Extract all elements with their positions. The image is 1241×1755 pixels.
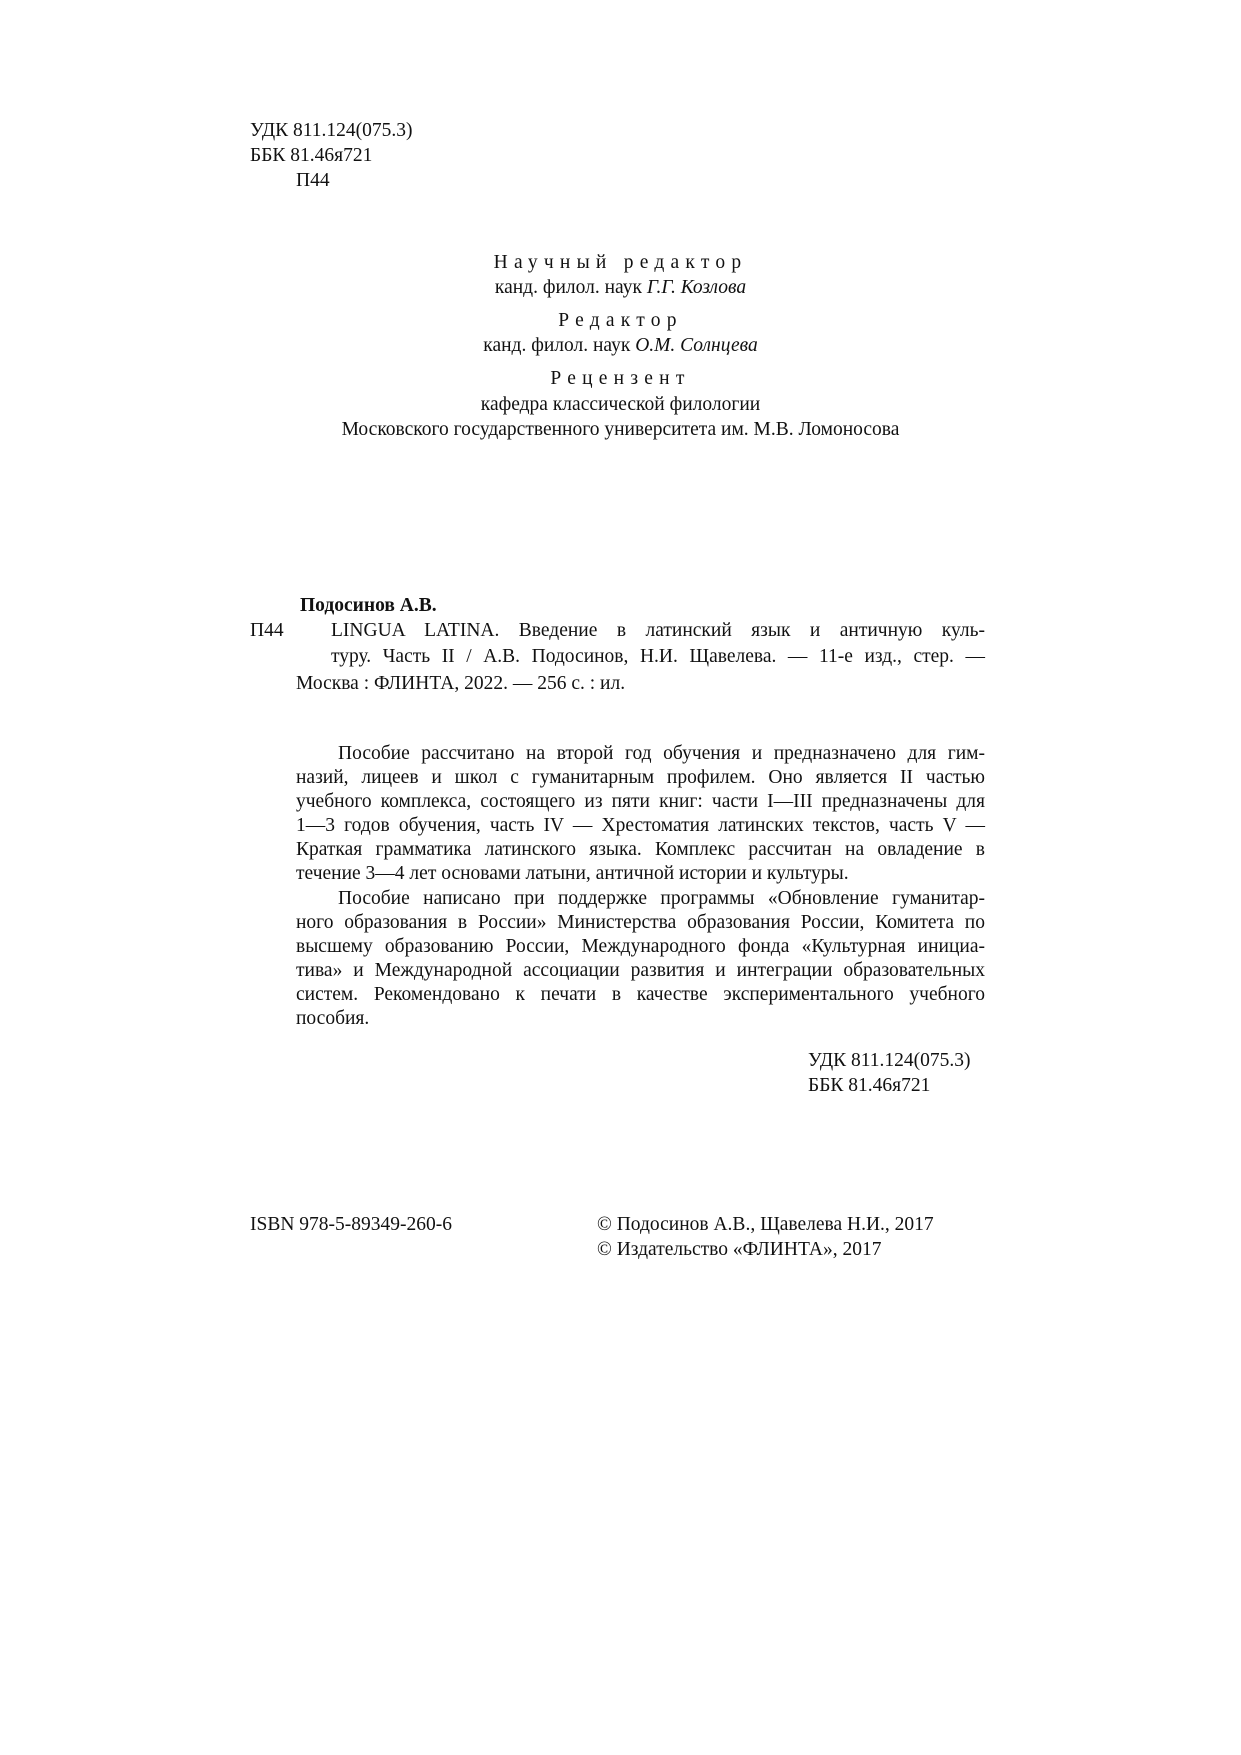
bib-line: Москва : ФЛИНТА, 2022. — 256 с. : ил. — [296, 673, 626, 694]
bib-line: туру. Часть II / А.В. Подосинов, Н.И. Щавелева. — 11-е изд., стер. — — [331, 646, 985, 667]
header-bbk: ББК 81.46я721 — [250, 145, 373, 166]
header-udk: УДК 811.124(075.3) — [250, 120, 413, 141]
desc-p1-line: течение 3—4 лет основами латыни, античной истории и культуры. — [296, 863, 849, 884]
editor-role: Редактор — [558, 310, 683, 331]
desc-p2-line: высшему образованию России, Международного фонда «Культурная инициа- — [296, 936, 985, 957]
desc-p2-line: систем. Рекомендовано к печати в качестве экспериментального учебного — [296, 984, 985, 1005]
editor-line — [0, 333, 1241, 359]
desc-p1-line: 1—3 годов обучения, часть IV — Хрестоматия латинских текстов, часть V — — [296, 815, 985, 836]
desc-p1-line: назий, лицеев и школ с гуманитарным профилем. Оно является II частью — [296, 767, 985, 788]
bib-code: П44 — [250, 620, 284, 641]
isbn: ISBN 978-5-89349-260-6 — [250, 1214, 453, 1235]
sci-editor-degree: канд. филол. наук — [494, 277, 642, 298]
bib-line: LINGUA LATINA. Введение в латинский язык и античную куль- — [331, 620, 985, 641]
header-code: П44 — [296, 170, 330, 191]
desc-p2-line: Пособие написано при поддержке программы «Обновление гуманитар- — [338, 888, 985, 909]
desc-p2-line: пособия. — [296, 1008, 370, 1029]
copyright-authors: © Подосинов А.В., Щавелева Н.И., 2017 — [597, 1214, 934, 1235]
bib-author: Подосинов А.В. — [300, 595, 437, 616]
sci-editor-role: Научный редактор — [493, 252, 748, 273]
editor-degree: канд. филол. наук — [483, 335, 631, 356]
desc-bbk: ББК 81.46я721 — [808, 1075, 931, 1096]
desc-p1-line: Краткая грамматика латинского языка. Комплекс рассчитан на овладение в — [296, 839, 985, 860]
desc-p2-line: ного образования в России» Министерства образования России, Комитета по — [296, 912, 985, 933]
reviewer-role: Рецензент — [550, 368, 691, 389]
sci-editor-line — [0, 275, 1241, 301]
desc-p1-line: Пособие рассчитано на второй год обучения и предназначено для гим- — [338, 743, 985, 764]
desc-udk: УДК 811.124(075.3) — [808, 1050, 971, 1071]
copyright-publisher: © Издательство «ФЛИНТА», 2017 — [597, 1239, 882, 1260]
reviewer-line2: Московского государственного университета им. М.В. Ломоносова — [341, 419, 900, 440]
editor-name: О.М. Солнцева — [635, 335, 758, 356]
sci-editor-name: Г.Г. Козлова — [646, 277, 747, 298]
reviewer-line1: кафедра классической филологии — [480, 394, 761, 415]
desc-p2-line: тива» и Международной ассоциации развития и интеграции образовательных — [296, 960, 985, 981]
desc-p1-line: учебного комплекса, состоящего из пяти книг: части I—III предназначены для — [296, 791, 985, 812]
